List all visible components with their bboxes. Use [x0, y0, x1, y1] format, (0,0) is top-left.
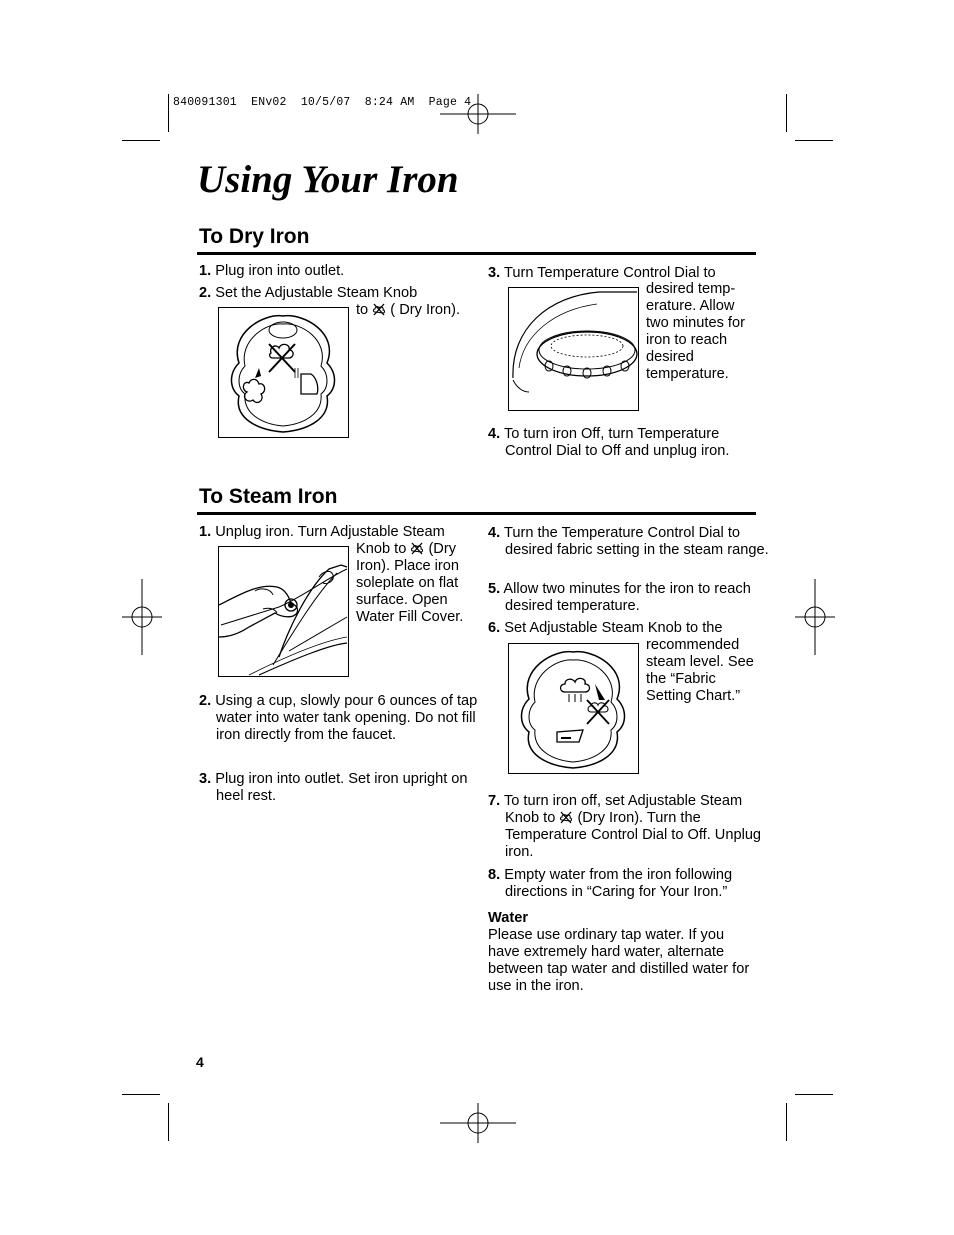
registration-mark-icon [795, 579, 835, 655]
water-heading: Water [488, 910, 529, 926]
page-number: 4 [196, 1054, 204, 1070]
crop-mark [168, 1103, 169, 1141]
steam-step-6: 6. Set Adjustable Steam Knob to the [488, 620, 723, 636]
dry-step-2: 2. Set the Adjustable Steam Knob [199, 285, 418, 301]
steam-iron-heading: To Steam Iron [199, 485, 338, 508]
section-rule [197, 252, 756, 255]
steam-knob-dry-figure [218, 307, 349, 438]
dry-iron-heading: To Dry Iron [199, 225, 310, 248]
section-rule [197, 512, 756, 515]
temperature-dial-figure [508, 287, 639, 411]
water-body: Please use ordinary tap water. If you have extremely hard water, alternate between tap water and distilled water for use in the iron. [488, 927, 750, 994]
dry-step-2-cont: to ( Dry Iron). [356, 302, 461, 318]
dry-step-4: 4. To turn iron Off, turn Temperature Control Dial to Off and unplug iron. [488, 426, 730, 459]
steam-step-1-cont: Knob to (Dry Iron). Place iron soleplate on flat surface. Open Water Fill Cover. [356, 541, 464, 625]
dry-step-3-cont: desired temp- erature. Allow two minutes for iron to reach desired temperature. [646, 281, 745, 382]
steam-step-3: 3. Plug iron into outlet. Set iron upright on heel rest. [199, 771, 468, 804]
registration-mark-icon [122, 579, 162, 655]
crop-mark [795, 140, 833, 141]
crop-mark [122, 140, 160, 141]
crossed-steam-icon [559, 811, 573, 824]
hand-turning-knob-figure [218, 546, 349, 677]
steam-step-6-cont: recommended steam level. See the “Fabric Setting Chart.” [646, 637, 754, 704]
crop-mark [122, 1094, 160, 1095]
steam-knob-steam-figure [508, 643, 639, 774]
dry-step-3: 3. Turn Temperature Control Dial to [488, 265, 716, 281]
crop-mark [786, 1103, 787, 1141]
crossed-steam-icon [410, 542, 424, 555]
dry-step-1: 1. Plug iron into outlet. [199, 263, 345, 279]
water-note [488, 910, 750, 995]
page-title: Using Your Iron [197, 158, 459, 201]
steam-step-4: 4. Turn the Temperature Control Dial to desired fabric setting in the steam range. [488, 525, 769, 558]
steam-step-2: 2. Using a cup, slowly pour 6 ounces of tap water into water tank opening. Do not fill iron directly from the faucet. [199, 693, 478, 743]
crop-mark [795, 1094, 833, 1095]
steam-step-7: 7. To turn iron off, set Adjustable Steam Knob to (Dry Iron). Turn the Temperature Control Dial to Off. Unplug iron. [488, 793, 762, 860]
crop-mark [786, 94, 787, 132]
steam-step-8: 8. Empty water from the iron following directions in “Caring for Your Iron.” [488, 867, 733, 900]
crop-mark [168, 94, 169, 132]
steam-step-5: 5. Allow two minutes for the iron to reach desired temperature. [488, 581, 751, 614]
crossed-steam-icon [372, 303, 386, 316]
print-slug: 840091301 ENv02 10/5/07 8:24 AM Page 4 [173, 96, 472, 109]
steam-step-1: 1. Unplug iron. Turn Adjustable Steam [199, 524, 445, 540]
registration-mark-icon [440, 1103, 516, 1143]
